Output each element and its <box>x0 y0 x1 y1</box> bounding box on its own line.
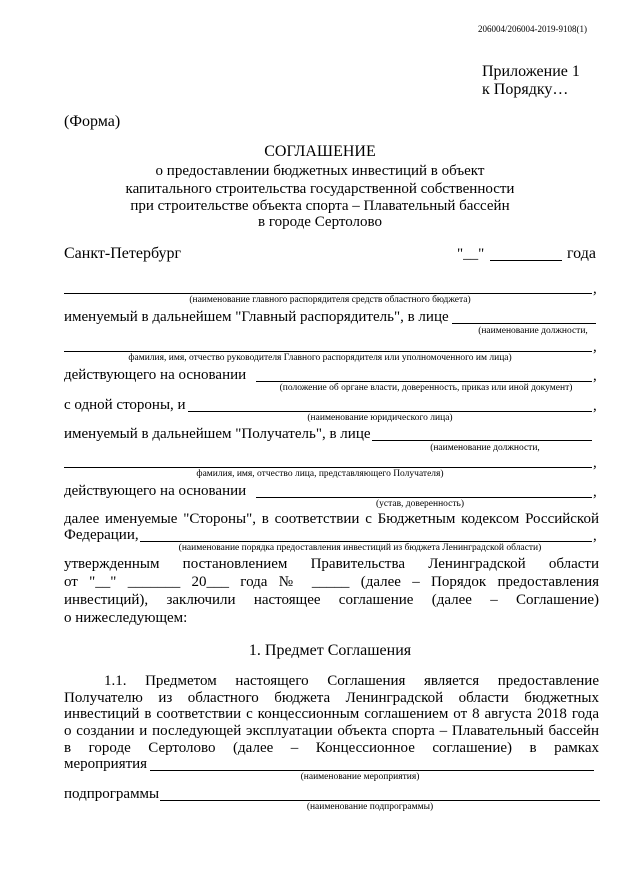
following-text: о нижеследующем: <box>64 610 188 626</box>
named-manager-text: именуемый в дальнейшем "Главный распорядитель", в лице <box>64 309 449 325</box>
acting-basis-text-1: действующего на основании <box>64 367 247 383</box>
title-line: в городе Сертолово <box>258 214 382 230</box>
recipient-fio-field <box>64 467 592 468</box>
comma: , <box>593 455 597 471</box>
manager-position-field <box>452 323 596 324</box>
subprogram-field <box>160 800 600 801</box>
comma: , <box>593 339 597 355</box>
invest-order-caption: (наименование порядка предоставления инвестиций из бюджета Ленинградской области) <box>178 543 542 553</box>
form-label: (Форма) <box>64 113 121 130</box>
title-line: при строительстве объекта спорта – Плавательный бассейн <box>130 198 510 214</box>
acting-basis-field-2 <box>256 497 592 498</box>
paragraph-line: инвестиций в соответствии с концессионным соглашением от 8 августа 2018 года <box>64 706 599 722</box>
comma: , <box>593 398 597 414</box>
comma: , <box>593 368 597 384</box>
date-day: "__" <box>457 246 485 262</box>
paragraph-line: Получателю из областного бюджета Ленинградской области бюджетных <box>64 690 599 706</box>
federation-text: Федерации, <box>64 527 139 543</box>
title-line: капитального строительства государственной собственности <box>125 181 515 197</box>
subprogram-label: подпрограммы <box>64 786 160 802</box>
title-line: о предоставлении бюджетных инвестиций в объект <box>155 163 485 179</box>
approved-text: утвержденным постановлением Правительства Ленинградской области <box>64 556 599 572</box>
place-name: Санкт-Петербург <box>64 245 182 262</box>
basis-caption-2: (устав, доверенность) <box>375 499 465 509</box>
date-month-line <box>490 260 562 261</box>
parties-text: далее именуемые "Стороны", в соответствии с Бюджетным кодексом Российской <box>64 511 599 527</box>
document-id: 206004/206004-2019-9108(1) <box>478 24 587 34</box>
document-title: СОГЛАШЕНИЕ <box>264 143 376 160</box>
named-recipient-text: именуемый в дальнейшем "Получатель", в лице <box>64 426 371 442</box>
legal-name-field <box>188 411 592 412</box>
appendix-line-1: Приложение 1 <box>482 63 580 80</box>
subprogram-caption: (наименование подпрограммы) <box>306 802 434 812</box>
position-caption-1: (наименование должности, <box>478 326 588 336</box>
from-line-text: от "__" _______ 20___ года № _____ (далее – Порядок предоставления <box>64 574 599 590</box>
recipient-fio-caption: фамилия, имя, отчество лица, представляющего Получателя) <box>196 469 444 479</box>
one-side-text: с одной стороны, и <box>64 397 186 413</box>
comma: , <box>593 528 597 544</box>
recipient-position-field <box>372 440 592 441</box>
appendix-line-2: к Порядку… <box>482 81 569 98</box>
event-field <box>150 770 594 771</box>
manager-fio-field <box>64 351 592 352</box>
investments-text: инвестиций), заключили настоящее соглашение (далее – Соглашение) <box>64 592 599 608</box>
main-manager-field <box>64 293 592 294</box>
paragraph-line: о создании и последующей эксплуатации объекта спорта – Плавательный бассейн <box>64 723 599 739</box>
acting-basis-field-1 <box>256 381 592 382</box>
main-manager-caption: (наименование главного распорядителя средств областного бюджета) <box>189 295 471 305</box>
paragraph-line: в городе Сертолово (далее – Концессионное соглашение) в рамках <box>64 740 599 756</box>
date-year-word: года <box>567 245 596 262</box>
position-caption-2: (наименование должности, <box>430 443 540 453</box>
basis-caption-1: (положение об органе власти, доверенность, приказ или иной документ) <box>279 383 573 393</box>
paragraph-line: 1.1. Предметом настоящего Соглашения является предоставление <box>104 673 599 689</box>
acting-basis-text-2: действующего на основании <box>64 483 247 499</box>
legal-name-caption: (наименование юридического лица) <box>307 413 453 423</box>
event-label: мероприятия <box>64 756 148 772</box>
event-caption: (наименование мероприятия) <box>300 772 420 782</box>
manager-fio-caption: фамилия, имя, отчество руководителя Главного распорядителя или уполномоченного им лица) <box>128 353 512 363</box>
invest-order-field <box>140 541 592 542</box>
section-heading: 1. Предмет Соглашения <box>248 642 412 659</box>
comma: , <box>593 281 597 297</box>
comma: , <box>593 484 597 500</box>
